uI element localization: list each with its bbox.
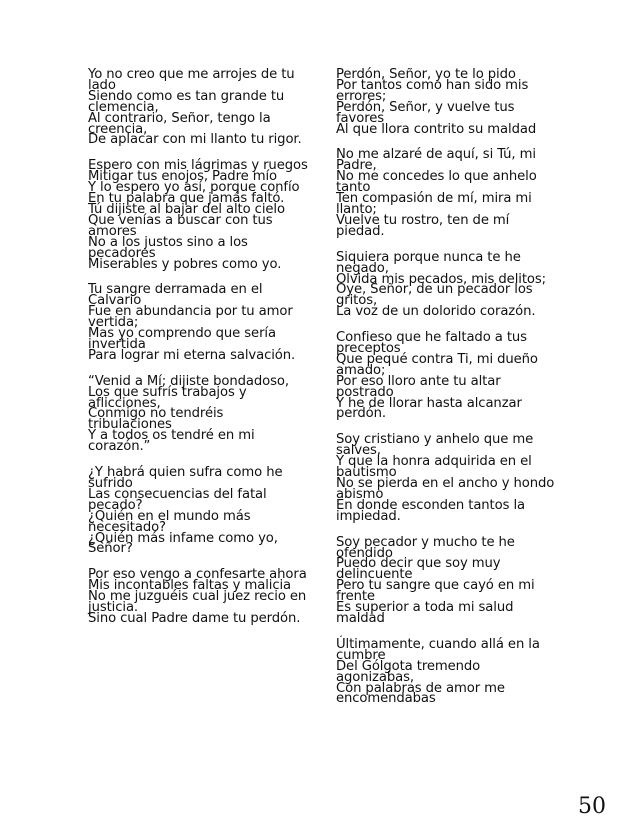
- verse-line: Fue en abundancia por tu amor vertida;: [88, 304, 293, 331]
- stanza: [88, 158, 310, 272]
- verse-line: Espero con mis lágrimas y ruegos: [88, 158, 308, 174]
- verse-line: En tu palabra que jamás faltó.: [88, 191, 285, 207]
- verse-line: Para lograr mi eterna salvación.: [88, 347, 296, 363]
- verse-line: No se pierda en el ancho y hondo abismo: [336, 476, 555, 502]
- verse-line: Siquiera porque nunca te he negado,: [336, 249, 521, 276]
- verse-line: Soy cristiano y anhelo que me salves,: [336, 432, 534, 459]
- verse-line: ¿Quién más infame como yo, Señor?: [88, 530, 278, 557]
- verse-line: Al contrario, Señor, tengo la creencia,: [88, 110, 271, 137]
- verse-line: No me juzguéis cual juez recio en justicia.: [88, 589, 307, 616]
- verse-line: Vuelve tu rostro, ten de mí piedad.: [336, 212, 510, 239]
- verse-line: ¿Y habrá quien sufra como he sufrido: [88, 465, 283, 491]
- verse-line: No me alzaré de aquí, si Tú, mi Padre,: [336, 147, 536, 174]
- verse-line: Mis incontables faltas y malicia: [88, 578, 292, 594]
- verse-line: Ten compasión de mí, mira mi llanto;: [336, 191, 532, 217]
- verse-line: Por eso vengo a confesarte ahora: [88, 567, 307, 583]
- verse-line: Soy pecador y mucho te he ofendido: [336, 534, 515, 561]
- stanza: [336, 330, 558, 422]
- stanza: [336, 249, 558, 320]
- verse-line: Al que llora contrito su maldad: [336, 121, 537, 137]
- verse-line: Oye, Señor, de un pecador los gritos,: [336, 282, 533, 309]
- left-column: [88, 67, 310, 640]
- verse-line: Con palabras de amor me encomendabas: [336, 680, 505, 707]
- verse-line: Perdón, Señor, y vuelve tus favores: [336, 99, 515, 126]
- verse-line: Que venías a buscar con tus amores: [88, 212, 273, 239]
- verse-line: Mas yo comprendo que sería invertida: [88, 326, 276, 352]
- verse-line: Es superior a toda mi salud maldad: [336, 600, 514, 626]
- verse-line: “Venid a Mí; dijiste bondadoso,: [88, 373, 289, 389]
- stanza: [336, 534, 558, 626]
- verse-line: Últimamente, cuando allá en la cumbre: [336, 636, 540, 663]
- verse-line: Perdón, Señor, yo te lo pido: [336, 67, 516, 82]
- verse-line: Yo no creo que me arrojes de tu lado: [88, 67, 295, 93]
- verse-line: La voz de un dolorido corazón.: [336, 304, 536, 320]
- verse-line: Que pequé contra Ti, mi dueño amado;: [336, 351, 538, 378]
- verse-line: No a los justos sino a los pecadores: [88, 234, 248, 261]
- verse-line: En donde esconden tantos la impiedad.: [336, 497, 526, 524]
- verse-line: Y lo espero yo así, porque confío: [88, 180, 300, 196]
- stanza: [88, 373, 310, 455]
- verse-line: ¿Quién en el mundo más necesitado?: [88, 508, 251, 535]
- verse-line: Y he de llorar hasta alcanzar perdón.: [336, 395, 522, 422]
- verse-line: Sino cual Padre dame tu perdón.: [88, 610, 301, 626]
- stanza: [336, 147, 558, 239]
- verse-line: Puedo decir que soy muy delincuente: [336, 556, 501, 583]
- verse-line: Olvida mis pecados, mis delitos;: [336, 271, 546, 287]
- stanza: [88, 282, 310, 363]
- verse-line: Pero tu sangre que cayó en mi frente: [336, 578, 535, 605]
- verse-line: De aplacar con mi llanto tu rigor.: [88, 132, 302, 148]
- verse-line: Confieso que he faltado a tus preceptos: [336, 330, 527, 357]
- verse-line: Tu sangre derramada en el Calvario: [88, 282, 263, 309]
- stanza: [336, 67, 558, 137]
- verse-line: Tú dijiste al bajar del alto cielo: [88, 201, 285, 217]
- verse-line: No me concedes lo que anhelo tanto: [336, 169, 537, 196]
- verse-line: Por eso lloro ante tu altar postrado: [336, 373, 501, 400]
- stanza: [336, 636, 558, 707]
- verse-line: Por tantos como han sido mis errores;: [336, 77, 529, 104]
- stanza: [88, 465, 310, 557]
- page-number: 50: [578, 794, 606, 819]
- verse-line: Del Gólgota tremendo agonizabas,: [336, 658, 481, 685]
- verse-line: Y a todos os tendré en mi corazón.”: [88, 428, 255, 455]
- verse-line: Siendo como es tan grande tu clemencia,: [88, 88, 285, 115]
- right-column: [336, 67, 558, 720]
- verse-line: Y que la honra adquirida en el bautismo: [336, 454, 532, 481]
- stanza: [88, 67, 310, 148]
- verse-line: Mitigar tus enojos, Padre mío: [88, 169, 277, 185]
- verse-line: Conmigo no tendréis tribulaciones: [88, 406, 224, 433]
- stanza: [88, 567, 310, 626]
- verse-line: Los que sufrís trabajos y aflicciones,: [88, 384, 247, 411]
- verse-line: Miserables y pobres como yo.: [88, 256, 282, 272]
- stanza: [336, 432, 558, 524]
- verse-line: Las consecuencias del fatal pecado?: [88, 486, 267, 513]
